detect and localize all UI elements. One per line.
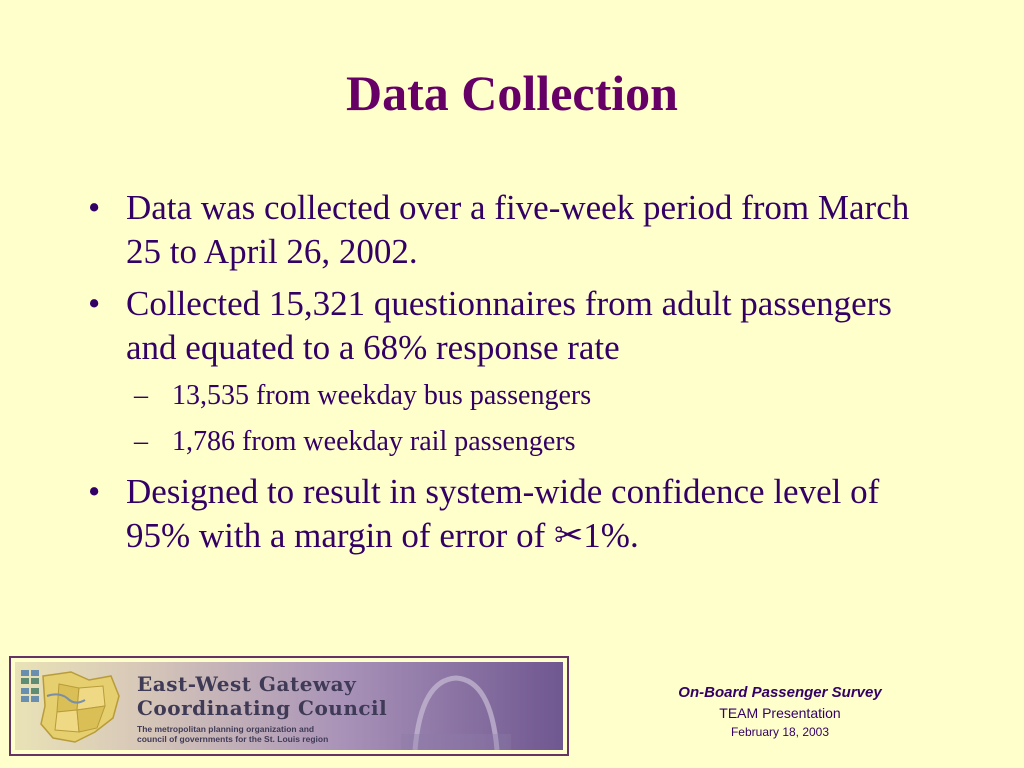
footer-presentation: TEAM Presentation	[719, 705, 841, 721]
slide-footer	[600, 683, 960, 741]
bullet-text: Designed to result in system-wide confidence level of 95% with a margin of error of ✂1%.	[126, 472, 880, 555]
bullet-item	[88, 470, 948, 558]
logo-org-name-line2: Coordinating Council	[137, 696, 388, 720]
footer-survey-title: On-Board Passenger Survey	[678, 684, 882, 701]
organization-logo	[9, 656, 569, 756]
sub-bullet-marker: –	[134, 426, 148, 457]
bullet-item	[88, 282, 948, 370]
logo-banner	[15, 662, 563, 750]
bullet-marker: •	[88, 284, 101, 323]
region-map-icon	[19, 666, 129, 750]
slide-title: Data Collection	[346, 65, 678, 121]
sub-bullet-marker: –	[134, 380, 148, 411]
logo-subtitle-line1: The metropolitan planning organization and	[137, 724, 315, 734]
bullet-text: Data was collected over a five-week period from March 25 to April 26, 2002.	[126, 188, 910, 271]
bullet-list	[88, 186, 948, 566]
logo-org-name-line1: East-West Gateway	[137, 672, 357, 696]
logo-subtitle-line2: council of governments for the St. Louis region	[137, 734, 329, 744]
bullet-text: Collected 15,321 questionnaires from adult passengers and equated to a 68% response rate	[126, 284, 892, 367]
sub-bullet-text: 13,535 from weekday bus passengers	[172, 380, 592, 411]
footer-date: February 18, 2003	[730, 725, 830, 739]
bullet-marker: •	[88, 188, 101, 227]
sub-bullet-item	[88, 378, 948, 413]
sub-bullet-text: 1,786 from weekday rail passengers	[172, 426, 576, 457]
sub-bullet-item	[88, 424, 948, 459]
bullet-item	[88, 186, 948, 274]
logo-subtitle	[137, 724, 397, 744]
bullet-marker: •	[88, 472, 101, 511]
gateway-arch-icon	[401, 674, 511, 750]
